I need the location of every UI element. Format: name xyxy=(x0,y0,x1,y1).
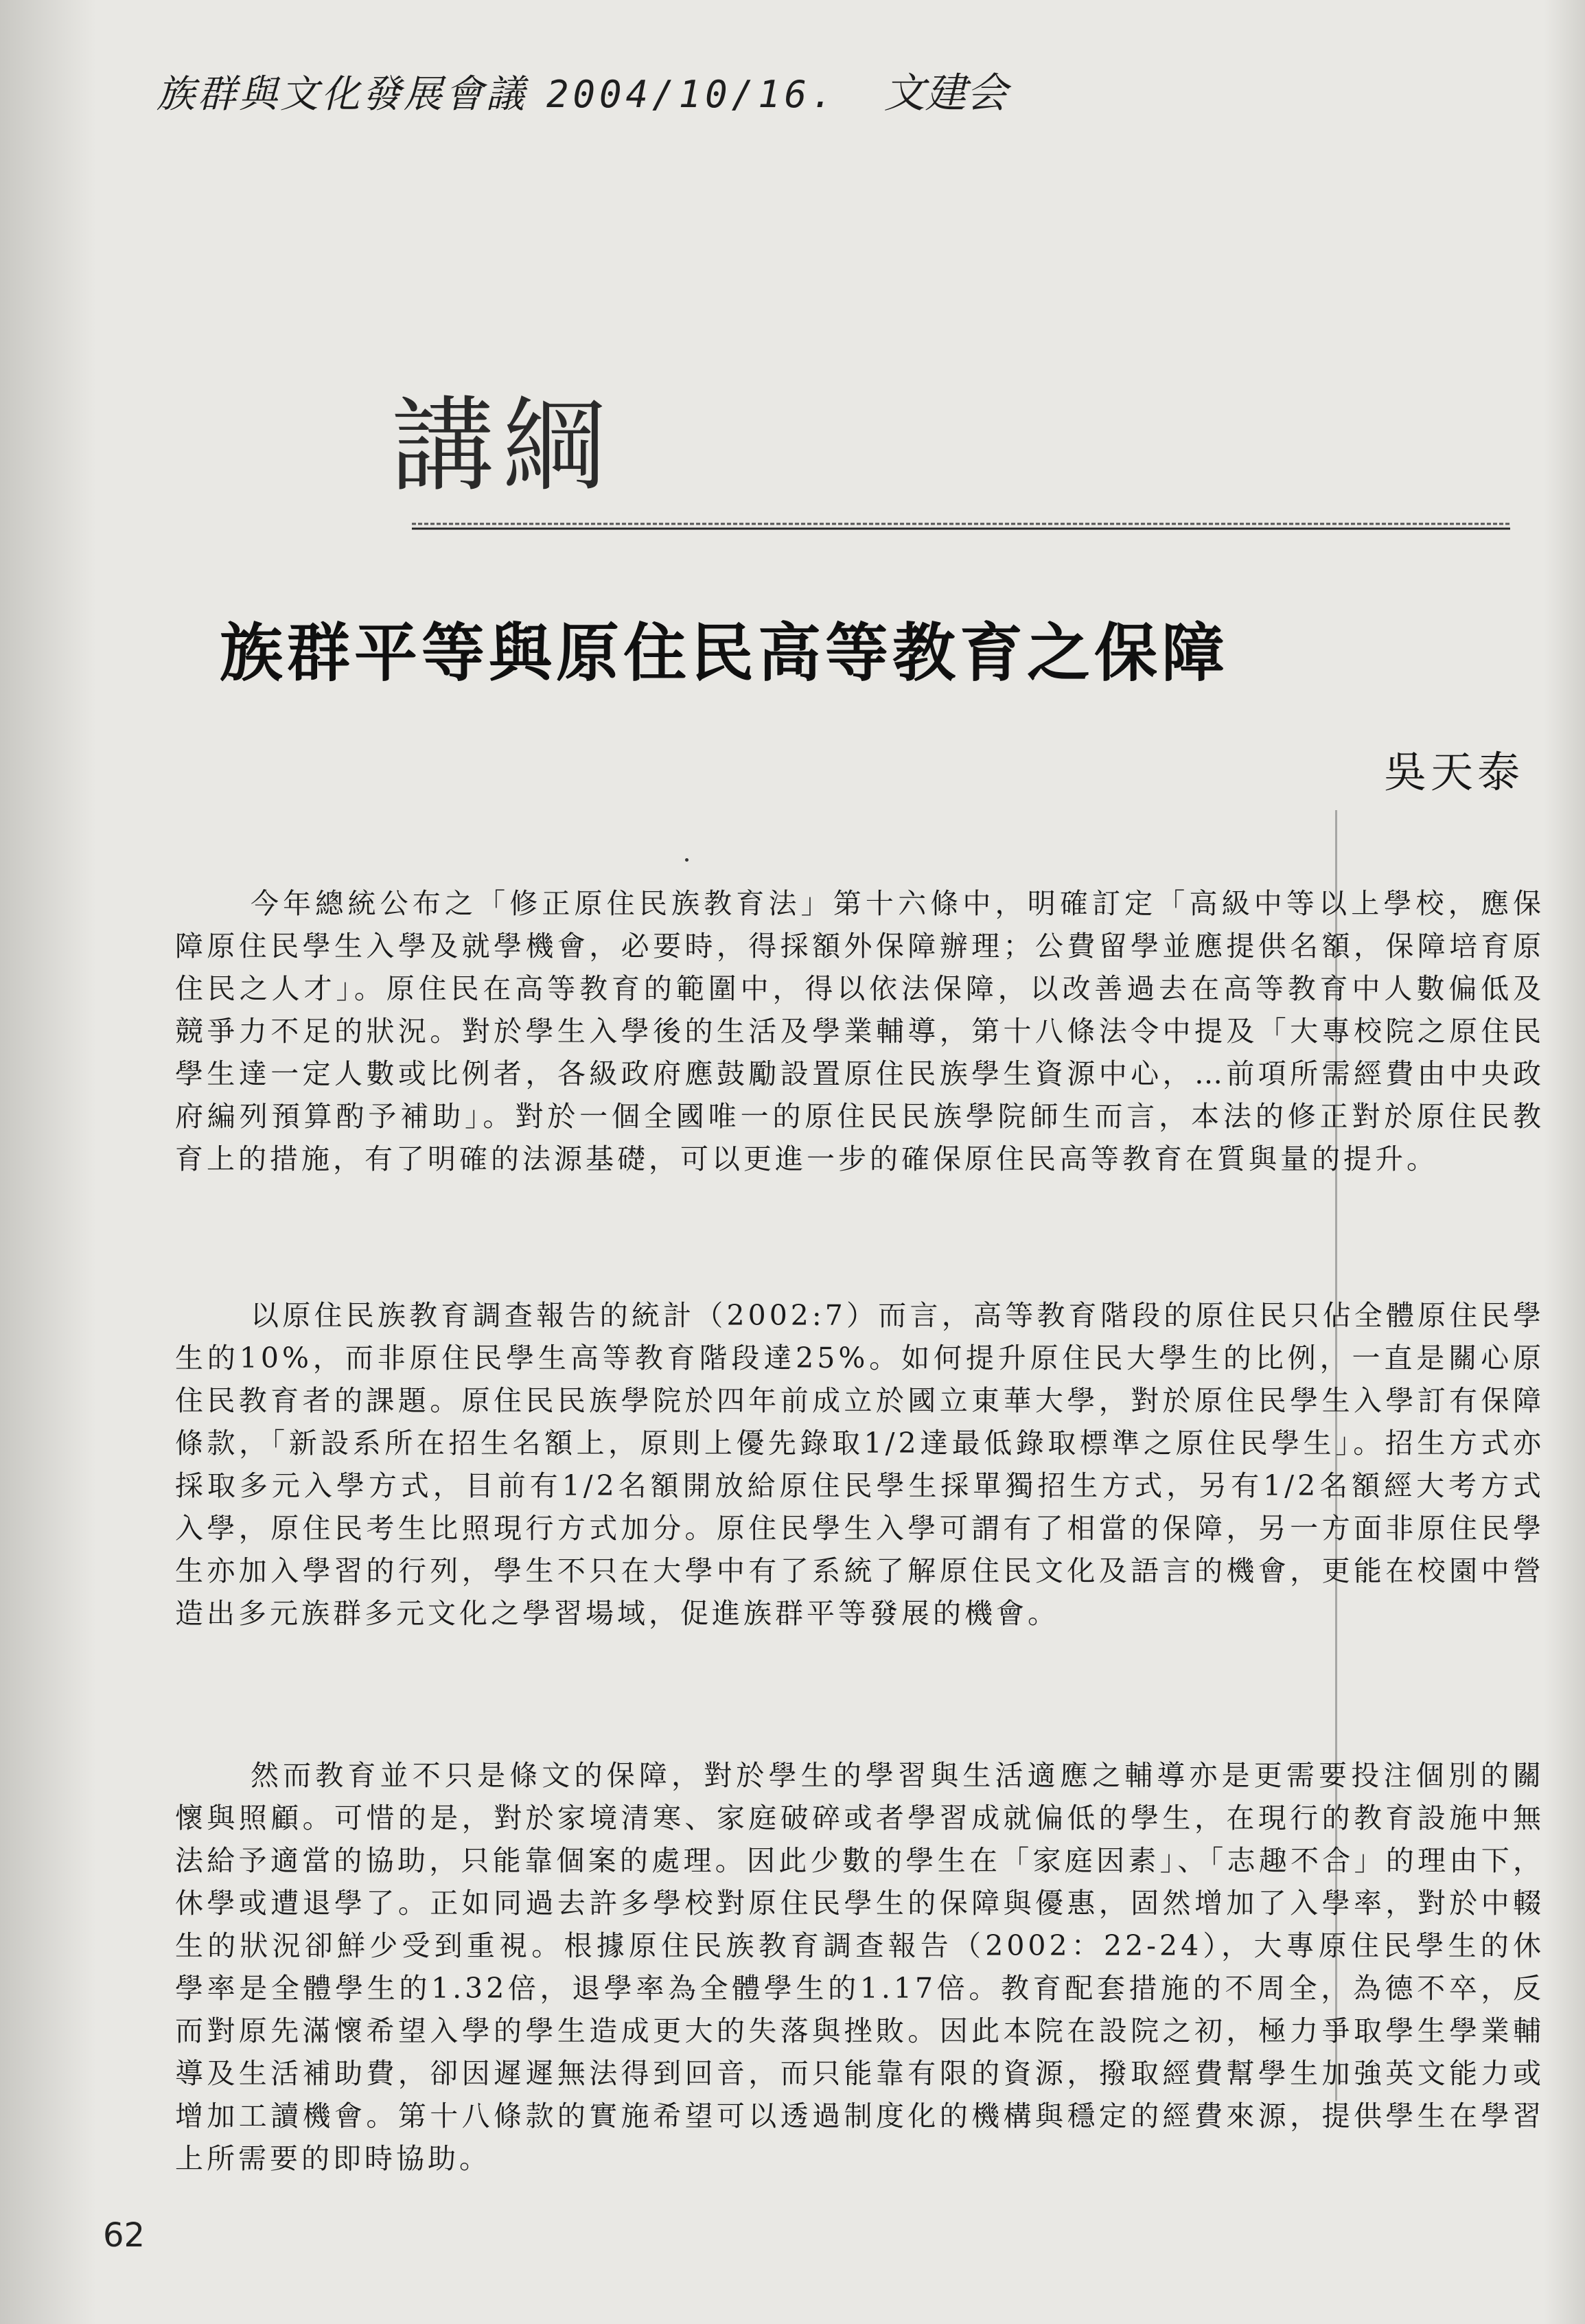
page-header xyxy=(157,60,1118,136)
conference-name: 族群與文化發展會議 xyxy=(157,72,527,117)
handwritten-organization: 文建会 xyxy=(883,69,1008,117)
page-number: 62 xyxy=(103,2216,146,2255)
author-name: 吳天泰 xyxy=(1383,747,1524,797)
paragraph-1: 今年總統公布之「修正原住民族教育法」第十六條中，明確訂定「高級中等以上學校，應保障原住民學生入學及就學機會，必要時，得採額外保障辦理；公費留學並應提供名額，保障培育原住民之人才」。原住民在高等教育的範圍中，得以依法保障，以改善過去在高等教育中人數偏低及競爭力不足的狀況。對於學生入學後的生活及學業輔導，第十八條法令中提及「大專校院之原住民學生達一定人數或比例者，各級政府應鼓勵設置原住民族學生資源中心，…前項所需經費由中央政府編列預算酌予補助」。對於一個全國唯一的原住民民族學院師生而言，本法的修正對於原住民教育上的措施，有了明確的法源基礎，可以更進一步的確保原住民高等教育在質與量的提升。 xyxy=(175,887,1544,1175)
outline-heading: 講綱 xyxy=(391,387,614,506)
paragraph-2: 以原住民族教育調查報告的統計（2002:7）而言，高等教育階段的原住民只佔全體原住民學生的10%，而非原住民學生高等教育階段達25%。如何提升原住民大學生的比例，一直是關心原住民教育者的課題。原住民民族學院於四年前成立於國立東華大學，對於原住民學生入學訂有保障條款，「新設系所在招生名額上，原則上優先錄取1/2達最低錄取標準之原住民學生」。招生方式亦採取多元入學方式，目前有1/2名額開放給原住民學生採單獨招生方式，另有1/2名額經大考方式入學，原住民考生比照現行方式加分。原住民學生入學可謂有了相當的保障，另一方面非原住民學生亦加入學習的行列，學生不只在大學中有了系統了解原住民文化及語言的機會，更能在校園中營造出多元族群多元文化之學習場域，促進族群平等發展的機會。 xyxy=(175,1299,1544,1630)
scan-edge-left xyxy=(0,0,96,2324)
scan-edge-right xyxy=(1544,0,1585,2324)
heading-rule xyxy=(412,522,1510,531)
paragraph-3: 然而教育並不只是條文的保障，對於學生的學習與生活適應之輔導亦是更需要投注個別的關懷與照顧。可惜的是，對於家境清寒、家庭破碎或者學習成就偏低的學生，在現行的教育設施中無法給予適當的協助，只能靠個案的處理。因此少數的學生在「家庭因素」、「志趣不合」的理由下，休學或遭退學了。正如同過去許多學校對原住民學生的保障與優惠，固然增加了入學率，對於中輟生的狀況卻鮮少受到重視。根據原住民族教育調查報告（2002：22-24），大專原住民學生的休學率是全體學生的1.32倍，退學率為全體學生的1.17倍。教育配套措施的不周全，為德不卒，反而對原先滿懷希望入學的學生造成更大的失落與挫敗。因此本院在設院之初，極力爭取學生學業輔導及生活補助費，卻因遲遲無法得到回音，而只能靠有限的資源，撥取經費幫學生加強英文能力或增加工讀機會。第十八條款的實施希望可以透過制度化的機構與穩定的經費來源，提供學生在學習上所需要的即時協助。 xyxy=(175,1759,1544,2175)
scan-speck xyxy=(685,858,689,862)
handwritten-date: 2004/10/16. xyxy=(546,73,837,116)
article-title: 族群平等與原住民高等教育之保障 xyxy=(220,616,1229,690)
